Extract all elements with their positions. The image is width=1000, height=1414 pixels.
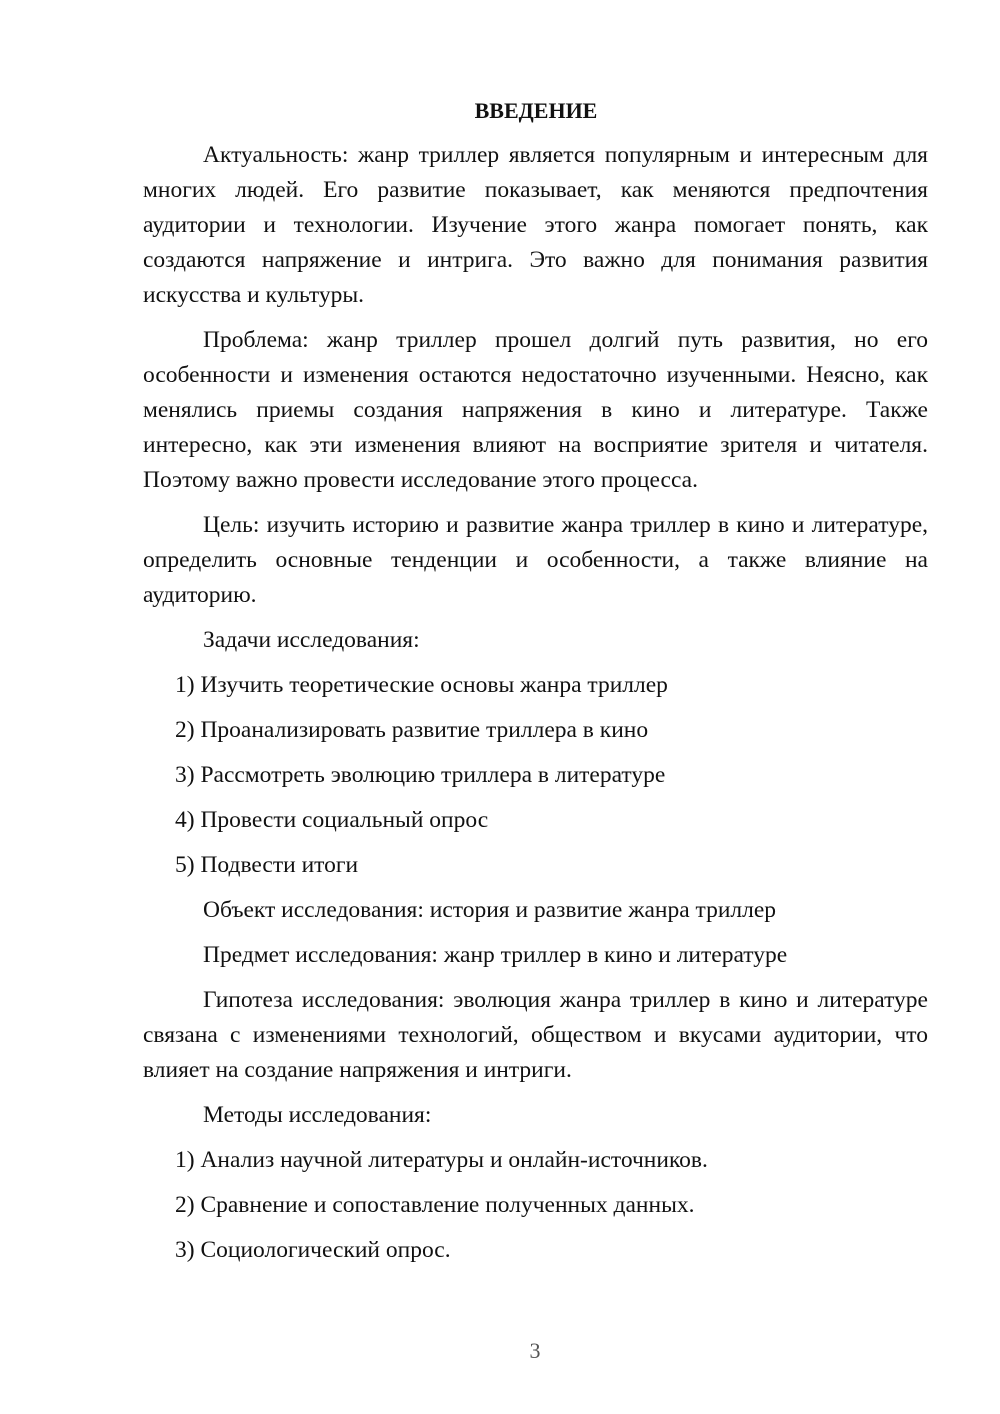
subject-line: Предмет исследования: жанр триллер в кино и литературе [203, 942, 788, 968]
method-item: 2) Сравнение и сопоставление полученных данных. [175, 1192, 695, 1218]
task-item: 3) Рассмотреть эволюцию триллера в литературе [175, 762, 666, 788]
problem-paragraph: Проблема: жанр триллер прошел долгий путь развития, но его особенности и изменения остаются недостаточно изученными. Неясно, как менялись приемы создания напряжения в кино и литературе. Также интересно, как эти изменения влияют на восприятие зрителя и читателя. Поэтому важно провести исследование этого процесса. [143, 327, 928, 493]
methods-heading: Методы исследования: [203, 1102, 432, 1128]
task-item: 1) Изучить теоретические основы жанра триллер [175, 672, 668, 698]
task-item: 2) Проанализировать развитие триллера в кино [175, 717, 649, 743]
object-line: Объект исследования: история и развитие жанра триллер [203, 897, 777, 923]
page-content [143, 93, 928, 1278]
method-item: 3) Социологический опрос. [175, 1237, 451, 1263]
task-item: 4) Провести социальный опрос [175, 807, 489, 833]
relevance-paragraph: Актуальность: жанр триллер является популярным и интересным для многих людей. Его развитие показывает, как меняются предпочтения аудитории и технологии. Изучение этого жанра помогает понять, как создаются напряжение и интрига. Это важно для понимания развития искусства и культуры. [143, 142, 928, 308]
hypothesis-paragraph: Гипотеза исследования: эволюция жанра триллер в кино и литературе связана с изменениями технологий, обществом и вкусами аудитории, что влияет на создание напряжения и интриги. [143, 987, 928, 1083]
method-item: 1) Анализ научной литературы и онлайн-источников. [175, 1147, 708, 1173]
task-item: 5) Подвести итоги [175, 852, 359, 878]
goal-paragraph: Цель: изучить историю и развитие жанра триллер в кино и литературе, определить основные тенденции и особенности, а также влияние на аудиторию. [143, 512, 928, 608]
page-number: 3 [529, 1338, 541, 1363]
section-title: ВВЕДЕНИЕ [474, 98, 598, 123]
tasks-heading: Задачи исследования: [203, 627, 420, 653]
